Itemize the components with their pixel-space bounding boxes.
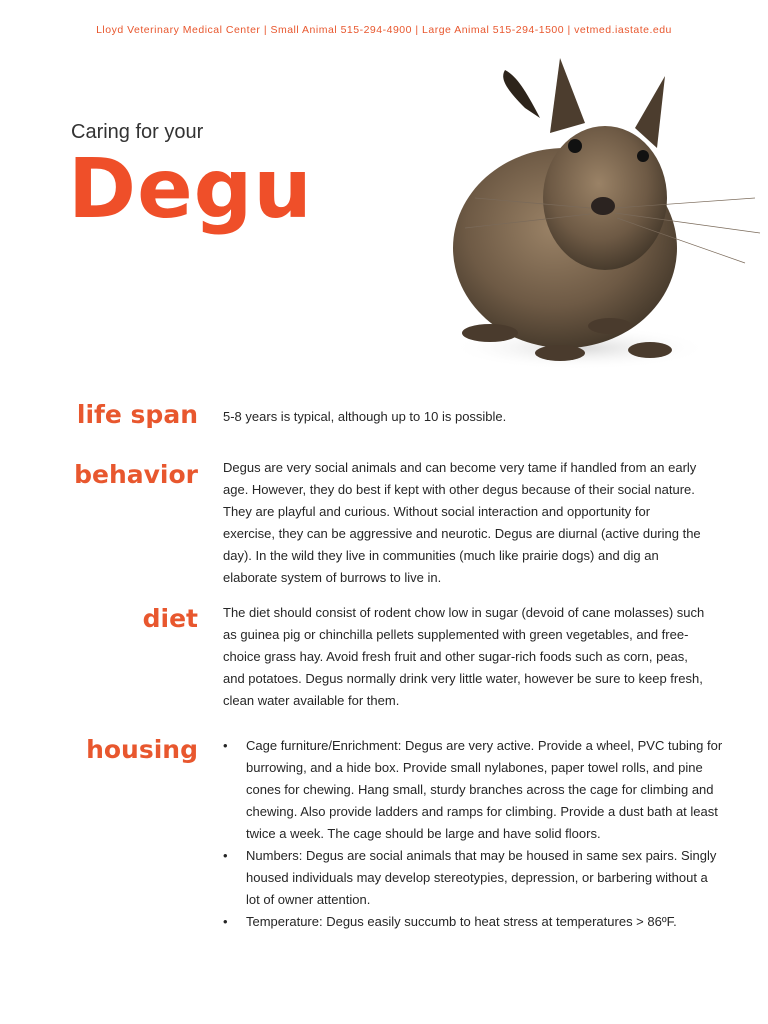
life-span-text: 5-8 years is typical, although up to 10 is possible. <box>223 409 507 424</box>
diet-text: The diet should consist of rodent chow low in sugar (devoid of cane molasses) such as guinea pig or chinchilla pellets supplemented with green vegetables, and free-choice grass hay. Avoid fresh fruit and other sugar-rich foods such as corn, peas, and potatoes. Degus normally drink very little water, however be sure to keep fresh, clean water available for them. <box>223 605 705 708</box>
list-item <box>223 735 723 845</box>
contact-header: Lloyd Veterinary Medical Center | Small Animal 515-294-4900 | Large Animal 515-294-1500 | vetmed.iastate.edu <box>96 24 672 36</box>
housing-list <box>223 735 723 933</box>
behavior-text: Degus are very social animals and can become very tame if handled from an early age. However, they do best if kept with other degus because of their social nature. They are playful and curious. Without social interaction and opportunity for exercise, they can be aggressive and neurotic. Degus are diurnal (active during the day). In the wild they live in communities (much like prairie dogs) and dig an elaborate system of burrows to live in. <box>223 460 701 585</box>
bullet: • <box>223 848 228 863</box>
housing-item-text: Cage furniture/Enrichment: Degus are very active. Provide a wheel, PVC tubing for burrowing, and a hide box. Provide small nylabones, paper towel rolls, and pine cones for chewing. Hang small, sturdy branches across the cage for climbing and chewing. Also provide ladders and ramps for climbing. Provide a dust bath at least twice a week. The cage should be large and have solid floors. <box>246 738 723 841</box>
list-item <box>223 911 723 933</box>
section-label-behavior: behavior <box>74 460 198 489</box>
bullet: • <box>223 914 228 929</box>
degu-eye-right <box>637 150 649 162</box>
housing-item-text: Temperature: Degus easily succumb to heat stress at temperatures > 86ºF. <box>246 914 677 929</box>
degu-nose <box>591 197 615 215</box>
page-title: Degu <box>68 142 313 237</box>
section-label-housing: housing <box>86 735 198 764</box>
degu-ear-left <box>550 58 585 133</box>
bullet: • <box>223 738 228 753</box>
page-pretitle: Caring for your <box>71 121 204 143</box>
degu-ear-right <box>635 76 665 148</box>
section-label-life-span: life span <box>76 400 198 429</box>
housing-item-text: Numbers: Degus are social animals that may be housed in same sex pairs. Singly housed individuals may develop stereotypies, depression, or barbering without a lot of owner attention. <box>246 848 717 907</box>
degu-eye-left <box>568 139 582 153</box>
section-label-diet: diet <box>142 604 198 633</box>
list-item <box>223 845 723 911</box>
degu-tail <box>503 70 540 118</box>
degu-photo <box>405 48 768 393</box>
